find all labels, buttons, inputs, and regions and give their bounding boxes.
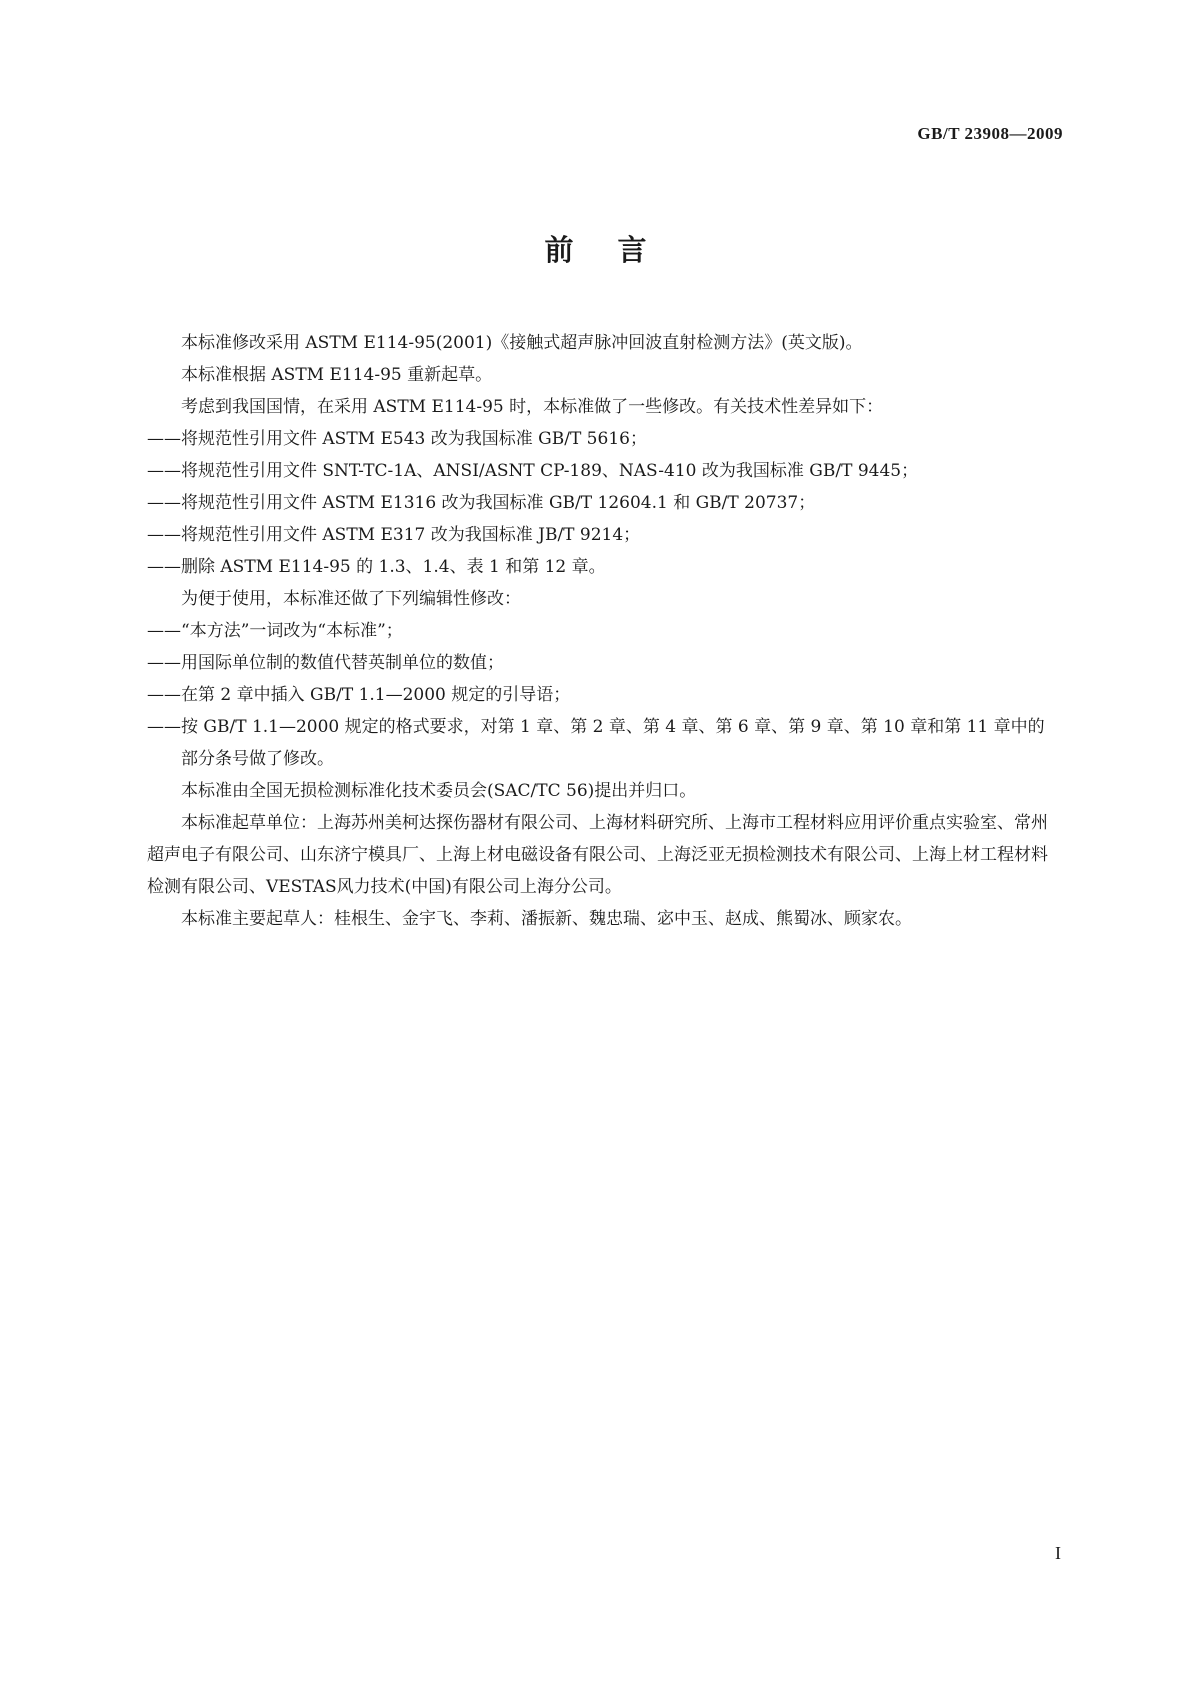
paragraph-adoption: 本标准修改采用 ASTM E114-95(2001)《接触式超声脉冲回波直射检测方法》(英文版)。 [181, 333, 863, 353]
dash-marker: —— [147, 717, 181, 737]
list-item [147, 711, 1060, 775]
dash-marker: —— [147, 493, 181, 513]
list-item [147, 679, 1060, 711]
list-item [147, 519, 1060, 551]
list-item-text: 将规范性引用文件 ASTM E1316 改为我国标准 GB/T 12604.1 和 GB/T 20737； [181, 493, 816, 513]
page-title: 前言 [544, 233, 691, 267]
standard-number: GB/T 23908—2009 [917, 124, 1063, 143]
list-item [147, 487, 1060, 519]
dash-marker: —— [147, 685, 181, 705]
list-item [147, 551, 1060, 583]
paragraph-proposer: 本标准由全国无损检测标准化技术委员会(SAC/TC 56)提出并归口。 [181, 781, 697, 801]
list-item [147, 647, 1060, 679]
paragraph-editorial-intro: 为便于使用，本标准还做了下列编辑性修改： [181, 589, 521, 609]
list-item-text: 用国际单位制的数值代替英制单位的数值； [181, 653, 504, 673]
dash-marker: —— [147, 653, 181, 673]
paragraph-drafters: 本标准主要起草人：桂根生、金宇飞、李莉、潘振新、魏忠瑞、宓中玉、赵成、熊蜀冰、顾家农。 [181, 909, 912, 929]
list-item [147, 455, 1060, 487]
page-number: I [1055, 1543, 1061, 1563]
dash-marker: —— [147, 461, 181, 481]
list-item-text: “本方法”一词改为“本标准”； [181, 621, 403, 641]
dash-marker: —— [147, 621, 181, 641]
dash-marker: —— [147, 525, 181, 545]
paragraph-drafting-units: 本标准起草单位：上海苏州美柯达探伤器材有限公司、上海材料研究所、上海市工程材料应用评价重点实验室、常州超声电子有限公司、山东济宁模具厂、上海上材电磁设备有限公司、上海泛亚无损检测技术有限公司、上海上材工程材料检测有限公司、VESTAS风力技术(中国)有限公司上海分公司。 [147, 813, 1048, 897]
paragraph-technical-intro: 考虑到我国国情，在采用 ASTM E114-95 时，本标准做了一些修改。有关技术性差异如下： [181, 397, 884, 417]
list-item-text: 将规范性引用文件 SNT-TC-1A、ANSI/ASNT CP-189、NAS-410 改为我国标准 GB/T 9445； [181, 461, 919, 481]
list-item [147, 423, 1060, 455]
dash-marker: —— [147, 557, 181, 577]
dash-marker: —— [147, 429, 181, 449]
list-item-text: 删除 ASTM E114-95 的 1.3、1.4、表 1 和第 12 章。 [181, 557, 606, 577]
list-item-text: 按 GB/T 1.1—2000 规定的格式要求，对第 1 章、第 2 章、第 4 章、第 6 章、第 9 章、第 10 章和第 11 章中的部分条号做了修改。 [181, 717, 1045, 769]
list-item-text: 将规范性引用文件 ASTM E317 改为我国标准 JB/T 9214； [181, 525, 641, 545]
list-item [147, 615, 1060, 647]
list-item-text: 在第 2 章中插入 GB/T 1.1—2000 规定的引导语； [181, 685, 571, 705]
foreword-body [147, 327, 1060, 935]
list-item-text: 将规范性引用文件 ASTM E543 改为我国标准 GB/T 5616； [181, 429, 647, 449]
paragraph-redrafted: 本标准根据 ASTM E114-95 重新起草。 [181, 365, 493, 385]
